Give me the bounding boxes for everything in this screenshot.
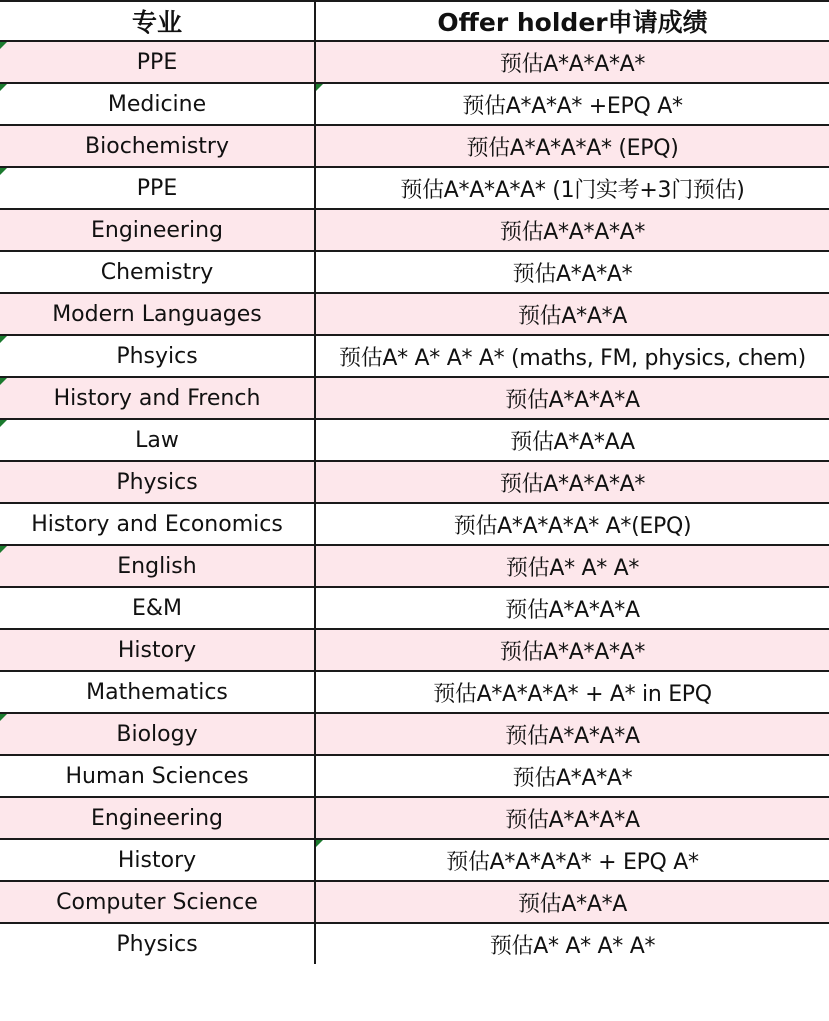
grades-cell[interactable]: 预估A*A*A*A* <box>315 629 829 671</box>
table-row <box>0 545 829 587</box>
subject-cell[interactable]: E&M <box>0 587 315 629</box>
subject-cell[interactable]: Modern Languages <box>0 293 315 335</box>
subject-cell[interactable]: Law <box>0 419 315 461</box>
subject-cell[interactable]: PPE <box>0 41 315 83</box>
table-row <box>0 209 829 251</box>
table-row <box>0 503 829 545</box>
table-row <box>0 923 829 964</box>
subject-cell[interactable]: Human Sciences <box>0 755 315 797</box>
grades-cell[interactable]: 预估A*A*A <box>315 881 829 923</box>
subject-cell[interactable]: Physics <box>0 923 315 964</box>
table-row <box>0 125 829 167</box>
subject-cell[interactable]: History <box>0 839 315 881</box>
grades-cell[interactable]: 预估A*A*AA <box>315 419 829 461</box>
subject-cell[interactable]: Engineering <box>0 797 315 839</box>
table-row <box>0 587 829 629</box>
table-row <box>0 797 829 839</box>
grades-cell[interactable]: 预估A*A*A*A* + A* in EPQ <box>315 671 829 713</box>
subject-cell[interactable]: PPE <box>0 167 315 209</box>
table-row <box>0 755 829 797</box>
grades-cell[interactable]: 预估A*A*A <box>315 293 829 335</box>
grades-cell[interactable]: 预估A*A*A*A <box>315 377 829 419</box>
grades-cell[interactable]: 预估A*A*A*A <box>315 797 829 839</box>
subject-cell[interactable]: Physics <box>0 461 315 503</box>
grades-cell[interactable]: 预估A*A*A*A* <box>315 461 829 503</box>
grades-cell[interactable]: 预估A*A*A* <box>315 755 829 797</box>
grades-cell[interactable]: 预估A* A* A* A* <box>315 923 829 964</box>
subject-cell[interactable]: History and French <box>0 377 315 419</box>
table-row <box>0 713 829 755</box>
subject-cell[interactable]: Chemistry <box>0 251 315 293</box>
table-row <box>0 335 829 377</box>
table-row <box>0 671 829 713</box>
grades-cell[interactable]: 预估A*A*A*A* <box>315 209 829 251</box>
table-row <box>0 881 829 923</box>
table-row <box>0 167 829 209</box>
table-row <box>0 83 829 125</box>
header-subject[interactable]: 专业 <box>0 1 315 41</box>
header-row <box>0 1 829 41</box>
grades-cell[interactable]: 预估A*A*A*A* (1门实考+3门预估) <box>315 167 829 209</box>
grades-cell[interactable]: 预估A*A*A*A* <box>315 41 829 83</box>
subject-cell[interactable]: English <box>0 545 315 587</box>
grades-cell[interactable]: 预估A* A* A* <box>315 545 829 587</box>
subject-cell[interactable]: Engineering <box>0 209 315 251</box>
table-row <box>0 839 829 881</box>
table-row <box>0 377 829 419</box>
subject-cell[interactable]: Mathematics <box>0 671 315 713</box>
subject-cell[interactable]: Biology <box>0 713 315 755</box>
grades-cell[interactable]: 预估A*A*A*A <box>315 713 829 755</box>
grades-cell[interactable]: 预估A*A*A* +EPQ A* <box>315 83 829 125</box>
subject-cell[interactable]: Medicine <box>0 83 315 125</box>
subject-cell[interactable]: History <box>0 629 315 671</box>
table-row <box>0 293 829 335</box>
table-row <box>0 41 829 83</box>
subject-cell[interactable]: Phsyics <box>0 335 315 377</box>
header-offer-grades[interactable]: Offer holder申请成绩 <box>315 1 829 41</box>
grades-cell[interactable]: 预估A*A*A*A* + EPQ A* <box>315 839 829 881</box>
grades-cell[interactable]: 预估A* A* A* A* (maths, FM, physics, chem) <box>315 335 829 377</box>
grades-cell[interactable]: 预估A*A*A* <box>315 251 829 293</box>
table-row <box>0 419 829 461</box>
table-row <box>0 251 829 293</box>
subject-cell[interactable]: History and Economics <box>0 503 315 545</box>
grades-cell[interactable]: 预估A*A*A*A <box>315 587 829 629</box>
grades-cell[interactable]: 预估A*A*A*A* A*(EPQ) <box>315 503 829 545</box>
subject-cell[interactable]: Biochemistry <box>0 125 315 167</box>
table-row <box>0 461 829 503</box>
grades-cell[interactable]: 预估A*A*A*A* (EPQ) <box>315 125 829 167</box>
table-row <box>0 629 829 671</box>
subject-cell[interactable]: Computer Science <box>0 881 315 923</box>
